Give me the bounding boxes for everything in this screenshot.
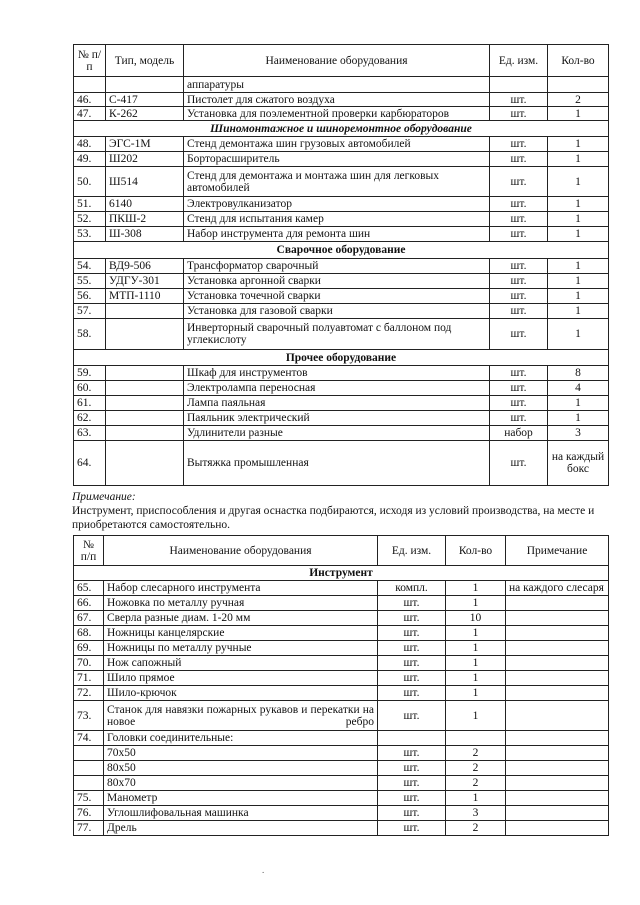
row-name: Удлинители разные <box>184 426 490 441</box>
row-type: УДГУ-301 <box>106 274 184 289</box>
row-name: Пистолет для сжатого воздуха <box>184 93 490 107</box>
row-unit: шт. <box>490 259 548 274</box>
row-remark <box>506 686 609 701</box>
row-name: Углошлифовальная машинка <box>104 806 378 821</box>
row-num: 56. <box>74 289 106 304</box>
row-num: 74. <box>74 731 104 746</box>
row-remark <box>506 656 609 671</box>
row-num: 73. <box>74 701 104 731</box>
row-name: Набор инструмента для ремонта шин <box>184 227 490 242</box>
row-qty: 1 <box>446 656 506 671</box>
row-unit: шт. <box>490 197 548 212</box>
row-num: 51. <box>74 197 106 212</box>
row-type <box>106 366 184 381</box>
section-header-row <box>74 121 609 137</box>
table-row <box>74 396 609 411</box>
note-title: Примечание: <box>72 491 136 503</box>
row-unit: шт. <box>490 274 548 289</box>
row-num: 68. <box>74 626 104 641</box>
row-unit: компл. <box>378 581 446 596</box>
table-row <box>74 381 609 396</box>
row-name: Борторасширитель <box>184 152 490 167</box>
row-num: 70. <box>74 656 104 671</box>
table-row <box>74 671 609 686</box>
table-row <box>74 626 609 641</box>
row-unit: шт. <box>490 212 548 227</box>
row-qty: 1 <box>548 167 609 197</box>
row-num <box>74 776 104 791</box>
row-name: Паяльник электрический <box>184 411 490 426</box>
row-qty: 1 <box>446 671 506 686</box>
equipment-table <box>73 44 609 486</box>
col-num-header: № п/п <box>74 45 106 77</box>
section-title-tools: Инструмент <box>74 566 609 581</box>
row-num: 77. <box>74 821 104 836</box>
row-name: Шило-крючок <box>104 686 378 701</box>
row-name: Стенд для испытания камер <box>184 212 490 227</box>
table-header-row <box>74 536 609 566</box>
row-num: 72. <box>74 686 104 701</box>
col-unit-header: Ед. изм. <box>378 536 446 566</box>
row-qty: 1 <box>548 137 609 152</box>
row-num: 49. <box>74 152 106 167</box>
table-row <box>74 746 609 761</box>
row-unit: шт. <box>490 411 548 426</box>
row-qty: 1 <box>548 274 609 289</box>
row-type: ЭГС-1М <box>106 137 184 152</box>
footer-mark: . <box>262 865 265 875</box>
row-qty: 1 <box>548 289 609 304</box>
row-remark <box>506 776 609 791</box>
row-name: Установка для поэлементной проверки карбюраторов <box>184 107 490 121</box>
table-row <box>74 259 609 274</box>
table-row <box>74 289 609 304</box>
row-qty: 1 <box>548 227 609 242</box>
row-unit <box>378 731 446 746</box>
row-type <box>106 304 184 319</box>
row-unit: шт. <box>490 137 548 152</box>
row-num: 63. <box>74 426 106 441</box>
row-unit: шт. <box>490 381 548 396</box>
row-name: 80х50 <box>104 761 378 776</box>
section-header-row <box>74 566 609 581</box>
row-num: 76. <box>74 806 104 821</box>
row-qty: 1 <box>446 581 506 596</box>
table-row <box>74 197 609 212</box>
row-unit: шт. <box>378 701 446 731</box>
row-unit: шт. <box>490 152 548 167</box>
table-row <box>74 212 609 227</box>
table-row <box>74 656 609 671</box>
row-qty: на каждый бокс <box>548 441 609 486</box>
row-num: 48. <box>74 137 106 152</box>
table-row <box>74 686 609 701</box>
row-name: Станок для навязки пожарных рукавов и перекатки на новое ребро <box>104 701 378 731</box>
row-qty: 3 <box>446 806 506 821</box>
row-qty: 4 <box>548 381 609 396</box>
continued-text: аппаратуры <box>184 77 490 93</box>
col-remark-header: Примечание <box>506 536 609 566</box>
row-qty: 2 <box>446 776 506 791</box>
row-qty: 2 <box>446 746 506 761</box>
row-num: 71. <box>74 671 104 686</box>
table-row <box>74 641 609 656</box>
row-qty: 1 <box>446 596 506 611</box>
row-num: 59. <box>74 366 106 381</box>
table-row <box>74 791 609 806</box>
row-unit: шт. <box>490 319 548 350</box>
row-unit: шт. <box>378 821 446 836</box>
row-num: 65. <box>74 581 104 596</box>
table-row <box>74 731 609 746</box>
row-unit: шт. <box>490 366 548 381</box>
row-qty: 1 <box>548 259 609 274</box>
table-row <box>74 441 609 486</box>
row-name: Ножницы канцелярские <box>104 626 378 641</box>
table-row <box>74 761 609 776</box>
row-type: МТП-1110 <box>106 289 184 304</box>
row-qty: 1 <box>548 396 609 411</box>
section-title-other: Прочее оборудование <box>74 350 609 366</box>
row-remark <box>506 596 609 611</box>
section-header-row <box>74 350 609 366</box>
row-unit: шт. <box>378 776 446 791</box>
row-qty: 1 <box>446 701 506 731</box>
table-row <box>74 426 609 441</box>
table-row <box>74 227 609 242</box>
row-qty: 2 <box>446 821 506 836</box>
table-row <box>74 167 609 197</box>
row-name: Сверла разные диам. 1-20 мм <box>104 611 378 626</box>
row-qty: 10 <box>446 611 506 626</box>
row-unit: шт. <box>378 746 446 761</box>
row-num: 54. <box>74 259 106 274</box>
row-name: Электролампа переносная <box>184 381 490 396</box>
row-unit: шт. <box>490 167 548 197</box>
row-unit: шт. <box>378 611 446 626</box>
row-type <box>106 396 184 411</box>
note-block <box>72 490 607 532</box>
row-name: Головки соединительные: <box>104 731 378 746</box>
row-name: Шило прямое <box>104 671 378 686</box>
row-type: ПКШ-2 <box>106 212 184 227</box>
row-name: Нож сапожный <box>104 656 378 671</box>
table-row <box>74 152 609 167</box>
row-type: ВД9-506 <box>106 259 184 274</box>
table-header-row <box>74 45 609 77</box>
row-num: 57. <box>74 304 106 319</box>
table-row <box>74 776 609 791</box>
row-unit: шт. <box>490 93 548 107</box>
row-type <box>106 319 184 350</box>
table-row <box>74 821 609 836</box>
row-type <box>106 411 184 426</box>
row-type: 6140 <box>106 197 184 212</box>
row-unit: шт. <box>378 791 446 806</box>
row-type: Ш-308 <box>106 227 184 242</box>
row-unit: шт. <box>490 441 548 486</box>
row-qty: 8 <box>548 366 609 381</box>
row-num: 58. <box>74 319 106 350</box>
row-name: Инверторный сварочный полуавтомат с баллоном под углекислоту <box>184 319 490 350</box>
row-name: Ножницы по металлу ручные <box>104 641 378 656</box>
row-name: Установка точечной сварки <box>184 289 490 304</box>
row-qty: 1 <box>548 411 609 426</box>
table-row <box>74 77 609 93</box>
row-type: С-417 <box>106 93 184 107</box>
row-qty: 1 <box>446 686 506 701</box>
col-qty-header: Кол-во <box>446 536 506 566</box>
row-name: Лампа паяльная <box>184 396 490 411</box>
row-name: Установка для газовой сварки <box>184 304 490 319</box>
row-name: Манометр <box>104 791 378 806</box>
row-num: 66. <box>74 596 104 611</box>
row-name: Вытяжка промышленная <box>184 441 490 486</box>
row-type <box>106 381 184 396</box>
row-num: 75. <box>74 791 104 806</box>
row-remark <box>506 731 609 746</box>
row-unit: шт. <box>490 304 548 319</box>
row-name: Стенд демонтажа шин грузовых автомобилей <box>184 137 490 152</box>
row-type: К-262 <box>106 107 184 121</box>
col-qty-header: Кол-во <box>548 45 609 77</box>
row-qty: 1 <box>548 319 609 350</box>
row-name: Шкаф для инструментов <box>184 366 490 381</box>
row-num: 47. <box>74 107 106 121</box>
row-num: 50. <box>74 167 106 197</box>
table-row <box>74 806 609 821</box>
row-num <box>74 746 104 761</box>
row-qty: 1 <box>548 212 609 227</box>
section-title-tires: Шиномонтажное и шиноремонтное оборудование <box>74 121 609 137</box>
row-qty: 2 <box>446 761 506 776</box>
table-row <box>74 366 609 381</box>
row-num: 46. <box>74 93 106 107</box>
row-unit: шт. <box>490 227 548 242</box>
row-remark <box>506 746 609 761</box>
col-num-header: № п/п <box>74 536 104 566</box>
row-type: Ш202 <box>106 152 184 167</box>
row-unit: шт. <box>378 671 446 686</box>
row-unit: шт. <box>378 656 446 671</box>
section-header-row <box>74 242 609 259</box>
row-num: 69. <box>74 641 104 656</box>
row-unit: шт. <box>378 761 446 776</box>
table-row <box>74 581 609 596</box>
row-remark <box>506 641 609 656</box>
table-row <box>74 611 609 626</box>
tools-table <box>73 535 609 836</box>
row-name: Набор слесарного инструмента <box>104 581 378 596</box>
row-remark <box>506 791 609 806</box>
row-qty: 1 <box>548 107 609 121</box>
row-qty: 2 <box>548 93 609 107</box>
row-remark <box>506 671 609 686</box>
table-row <box>74 274 609 289</box>
row-remark <box>506 626 609 641</box>
row-name: Установка аргонной сварки <box>184 274 490 289</box>
row-name: 80х70 <box>104 776 378 791</box>
row-num: 60. <box>74 381 106 396</box>
row-name: 70х50 <box>104 746 378 761</box>
row-unit: набор <box>490 426 548 441</box>
row-unit: шт. <box>378 806 446 821</box>
row-type <box>106 426 184 441</box>
table-row <box>74 411 609 426</box>
row-name: Электровулканизатор <box>184 197 490 212</box>
row-unit: шт. <box>490 107 548 121</box>
row-remark <box>506 761 609 776</box>
row-qty: 3 <box>548 426 609 441</box>
col-name-header: Наименование оборудования <box>104 536 378 566</box>
note-text: Инструмент, приспособления и другая оснастка подбираются, исходя из условий производства, на месте и приобретаются самостоятельно. <box>72 505 595 531</box>
row-qty <box>446 731 506 746</box>
row-remark: на каждого слесаря <box>506 581 609 596</box>
col-unit-header: Ед. изм. <box>490 45 548 77</box>
row-num: 52. <box>74 212 106 227</box>
section-title-welding: Сварочное оборудование <box>74 242 609 259</box>
row-type: Ш514 <box>106 167 184 197</box>
row-num: 53. <box>74 227 106 242</box>
table-row <box>74 701 609 731</box>
row-remark <box>506 611 609 626</box>
row-unit: шт. <box>490 396 548 411</box>
row-num: 55. <box>74 274 106 289</box>
col-type-header: Тип, модель <box>106 45 184 77</box>
row-name: Ножовка по металлу ручная <box>104 596 378 611</box>
table-row <box>74 319 609 350</box>
table-row <box>74 304 609 319</box>
row-remark <box>506 701 609 731</box>
row-num: 62. <box>74 411 106 426</box>
row-qty: 1 <box>548 152 609 167</box>
table-row <box>74 137 609 152</box>
row-num: 67. <box>74 611 104 626</box>
row-remark <box>506 821 609 836</box>
row-qty: 1 <box>446 641 506 656</box>
row-name: Стенд для демонтажа и монтажа шин для легковых автомобилей <box>184 167 490 197</box>
row-qty: 1 <box>446 626 506 641</box>
row-qty: 1 <box>548 304 609 319</box>
table-row <box>74 107 609 121</box>
row-num: 61. <box>74 396 106 411</box>
row-type <box>106 441 184 486</box>
row-unit: шт. <box>378 641 446 656</box>
row-qty: 1 <box>548 197 609 212</box>
row-remark <box>506 806 609 821</box>
row-num: 64. <box>74 441 106 486</box>
table-row <box>74 93 609 107</box>
row-unit: шт. <box>490 289 548 304</box>
row-num <box>74 761 104 776</box>
row-name: Дрель <box>104 821 378 836</box>
row-qty: 1 <box>446 791 506 806</box>
col-name-header: Наименование оборудования <box>184 45 490 77</box>
row-name: Трансформатор сварочный <box>184 259 490 274</box>
row-unit: шт. <box>378 686 446 701</box>
table-row <box>74 596 609 611</box>
row-unit: шт. <box>378 626 446 641</box>
row-unit: шт. <box>378 596 446 611</box>
